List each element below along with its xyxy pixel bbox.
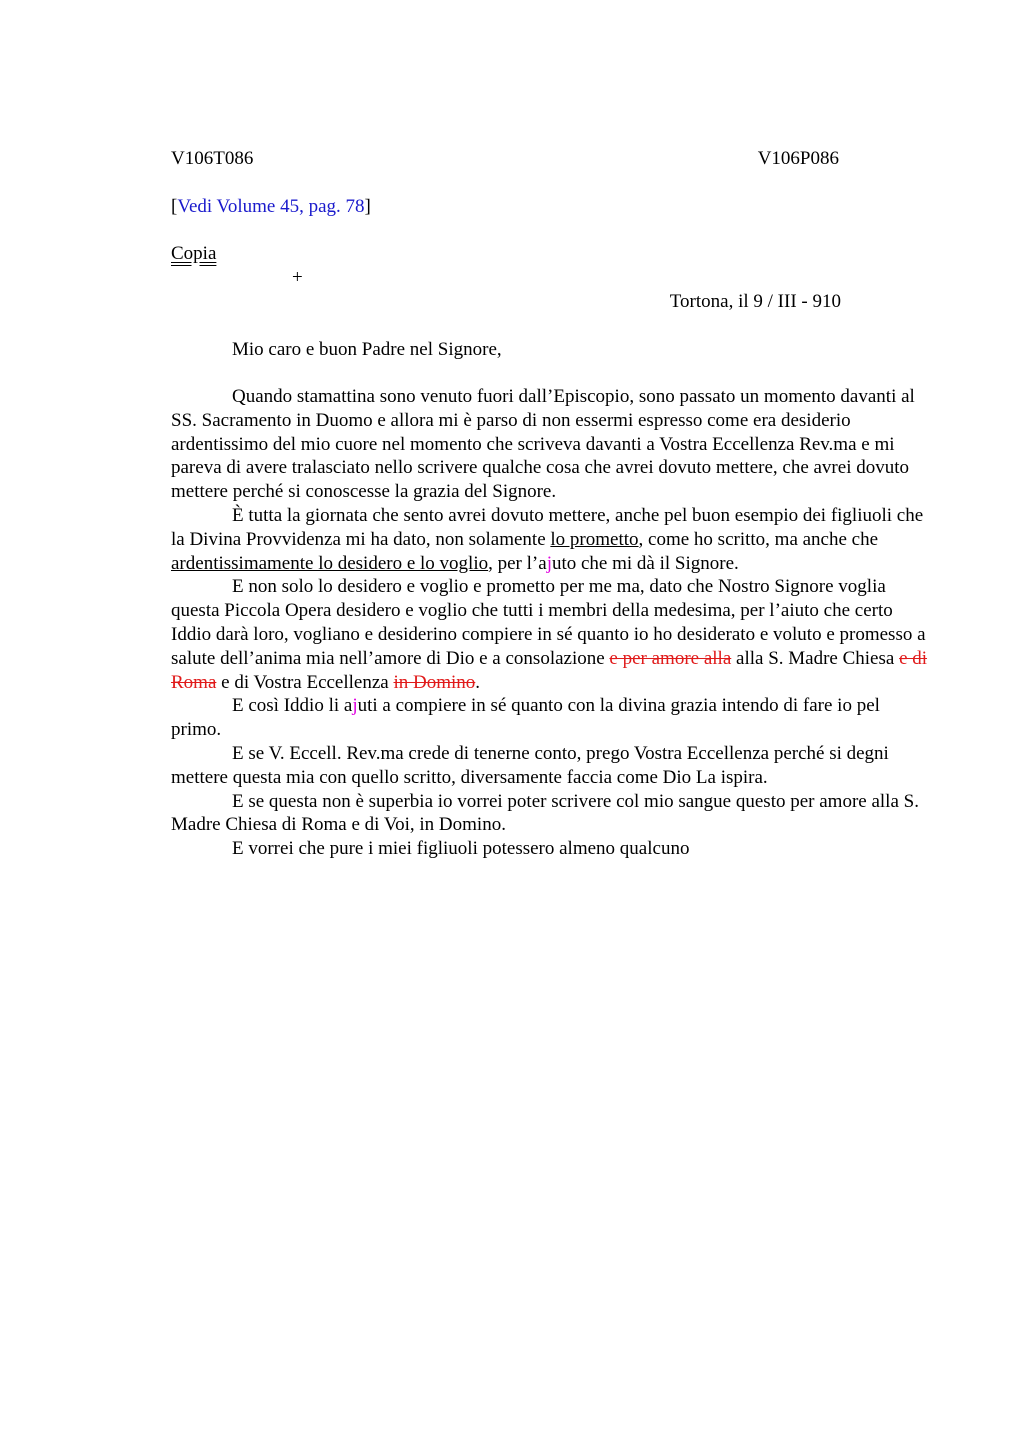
- p3-text-d: .: [475, 671, 481, 693]
- code-left: V106T086: [171, 148, 254, 169]
- paragraph-5: E se V. Eccell. Rev.ma crede di tenerne conto, prego Vostra Eccellenza perché si degni mettere questa mia con quello scritto, diversamente faccia come Dio La ispira.: [171, 742, 889, 788]
- paragraph-6: E se questa non è superbia io vorrei poter scrivere col mio sangue questo per amore alla S. Madre Chiesa di Roma e di Voi, in Domino.: [171, 790, 919, 836]
- p2-text-c: , per l’a: [488, 552, 547, 574]
- p2-text-a: È tutta la giornata che sento avrei dovuto mettere, anche pel buon esempio dei figliuoli che la Divina Provvidenza mi ha dato, non solamente: [171, 504, 924, 550]
- p3-deleted-3: in Domino: [393, 671, 476, 693]
- p3-deleted-2: e di Roma: [171, 647, 928, 693]
- place-date: Tortona, il 9 / III - 910: [669, 291, 841, 312]
- p4-inserted-letter: j: [352, 695, 358, 717]
- p2-text-b: , come ho scritto, ma anche che: [638, 528, 879, 550]
- p4-text-a: E così Iddio li a: [232, 695, 353, 717]
- p2-underlined-1: lo prometto: [550, 528, 639, 550]
- document-page: [171, 0, 931, 1450]
- p3-text-b: alla S. Madre Chiesa: [731, 647, 900, 669]
- p3-deleted-1: e per amore alla: [609, 647, 732, 669]
- volume-reference: [171, 195, 371, 219]
- p2-inserted-letter: j: [546, 552, 552, 574]
- cross-symbol: +: [292, 267, 303, 288]
- p4-text-b: uti a compiere in sé quanto con la divina grazia intendo di fare io pel primo.: [171, 695, 880, 741]
- paragraph-7: E vorrei che pure i miei figliuoli potessero almeno qualcuno: [232, 838, 690, 860]
- letter-body: [171, 385, 931, 861]
- ref-open-bracket: [: [171, 196, 178, 217]
- paragraph-2: [171, 504, 931, 575]
- paragraph-4: [171, 694, 931, 742]
- salutation: Mio caro e buon Padre nel Signore,: [232, 339, 502, 360]
- p2-text-d: uto che mi dà il Signore.: [551, 552, 739, 574]
- code-right: V106P086: [757, 148, 839, 169]
- volume-reference-link[interactable]: Vedi Volume 45, pag. 78: [177, 196, 365, 217]
- p2-underlined-2: ardentissimamente lo desidero e lo voglio: [171, 552, 489, 574]
- p3-text-c: e di Vostra Eccellenza: [216, 671, 394, 693]
- paragraph-3: [171, 575, 931, 694]
- p3-text-a: E non solo lo desidero e voglio e prometto per me ma, dato che Nostro Signore voglia questa Piccola Opera desidero e voglio che tutti i membri della medesima, per l’aiuto che certo Iddio darà loro, vogliano e desiderino compiere in sé quanto io ho desiderato e voluto e promesso a salute dell’anima mia nell’amore di Dio e a consolazione: [171, 576, 926, 669]
- copia-label: Copia: [171, 243, 217, 264]
- ref-close-bracket: ]: [364, 196, 371, 217]
- paragraph-1: Quando stamattina sono venuto fuori dall’Episcopio, sono passato un momento davanti al SS. Sacramento in Duomo e allora mi è parso di non essermi espresso come era desiderio ardentissimo del mio cuore nel momento che scriveva davanti a Vostra Eccellenza Rev.ma e mi pareva di avere tralasciato nello scrivere qualche cosa che avrei dovuto mettere, che avrei dovuto mettere perché si conoscesse la grazia del Signore.: [171, 386, 915, 503]
